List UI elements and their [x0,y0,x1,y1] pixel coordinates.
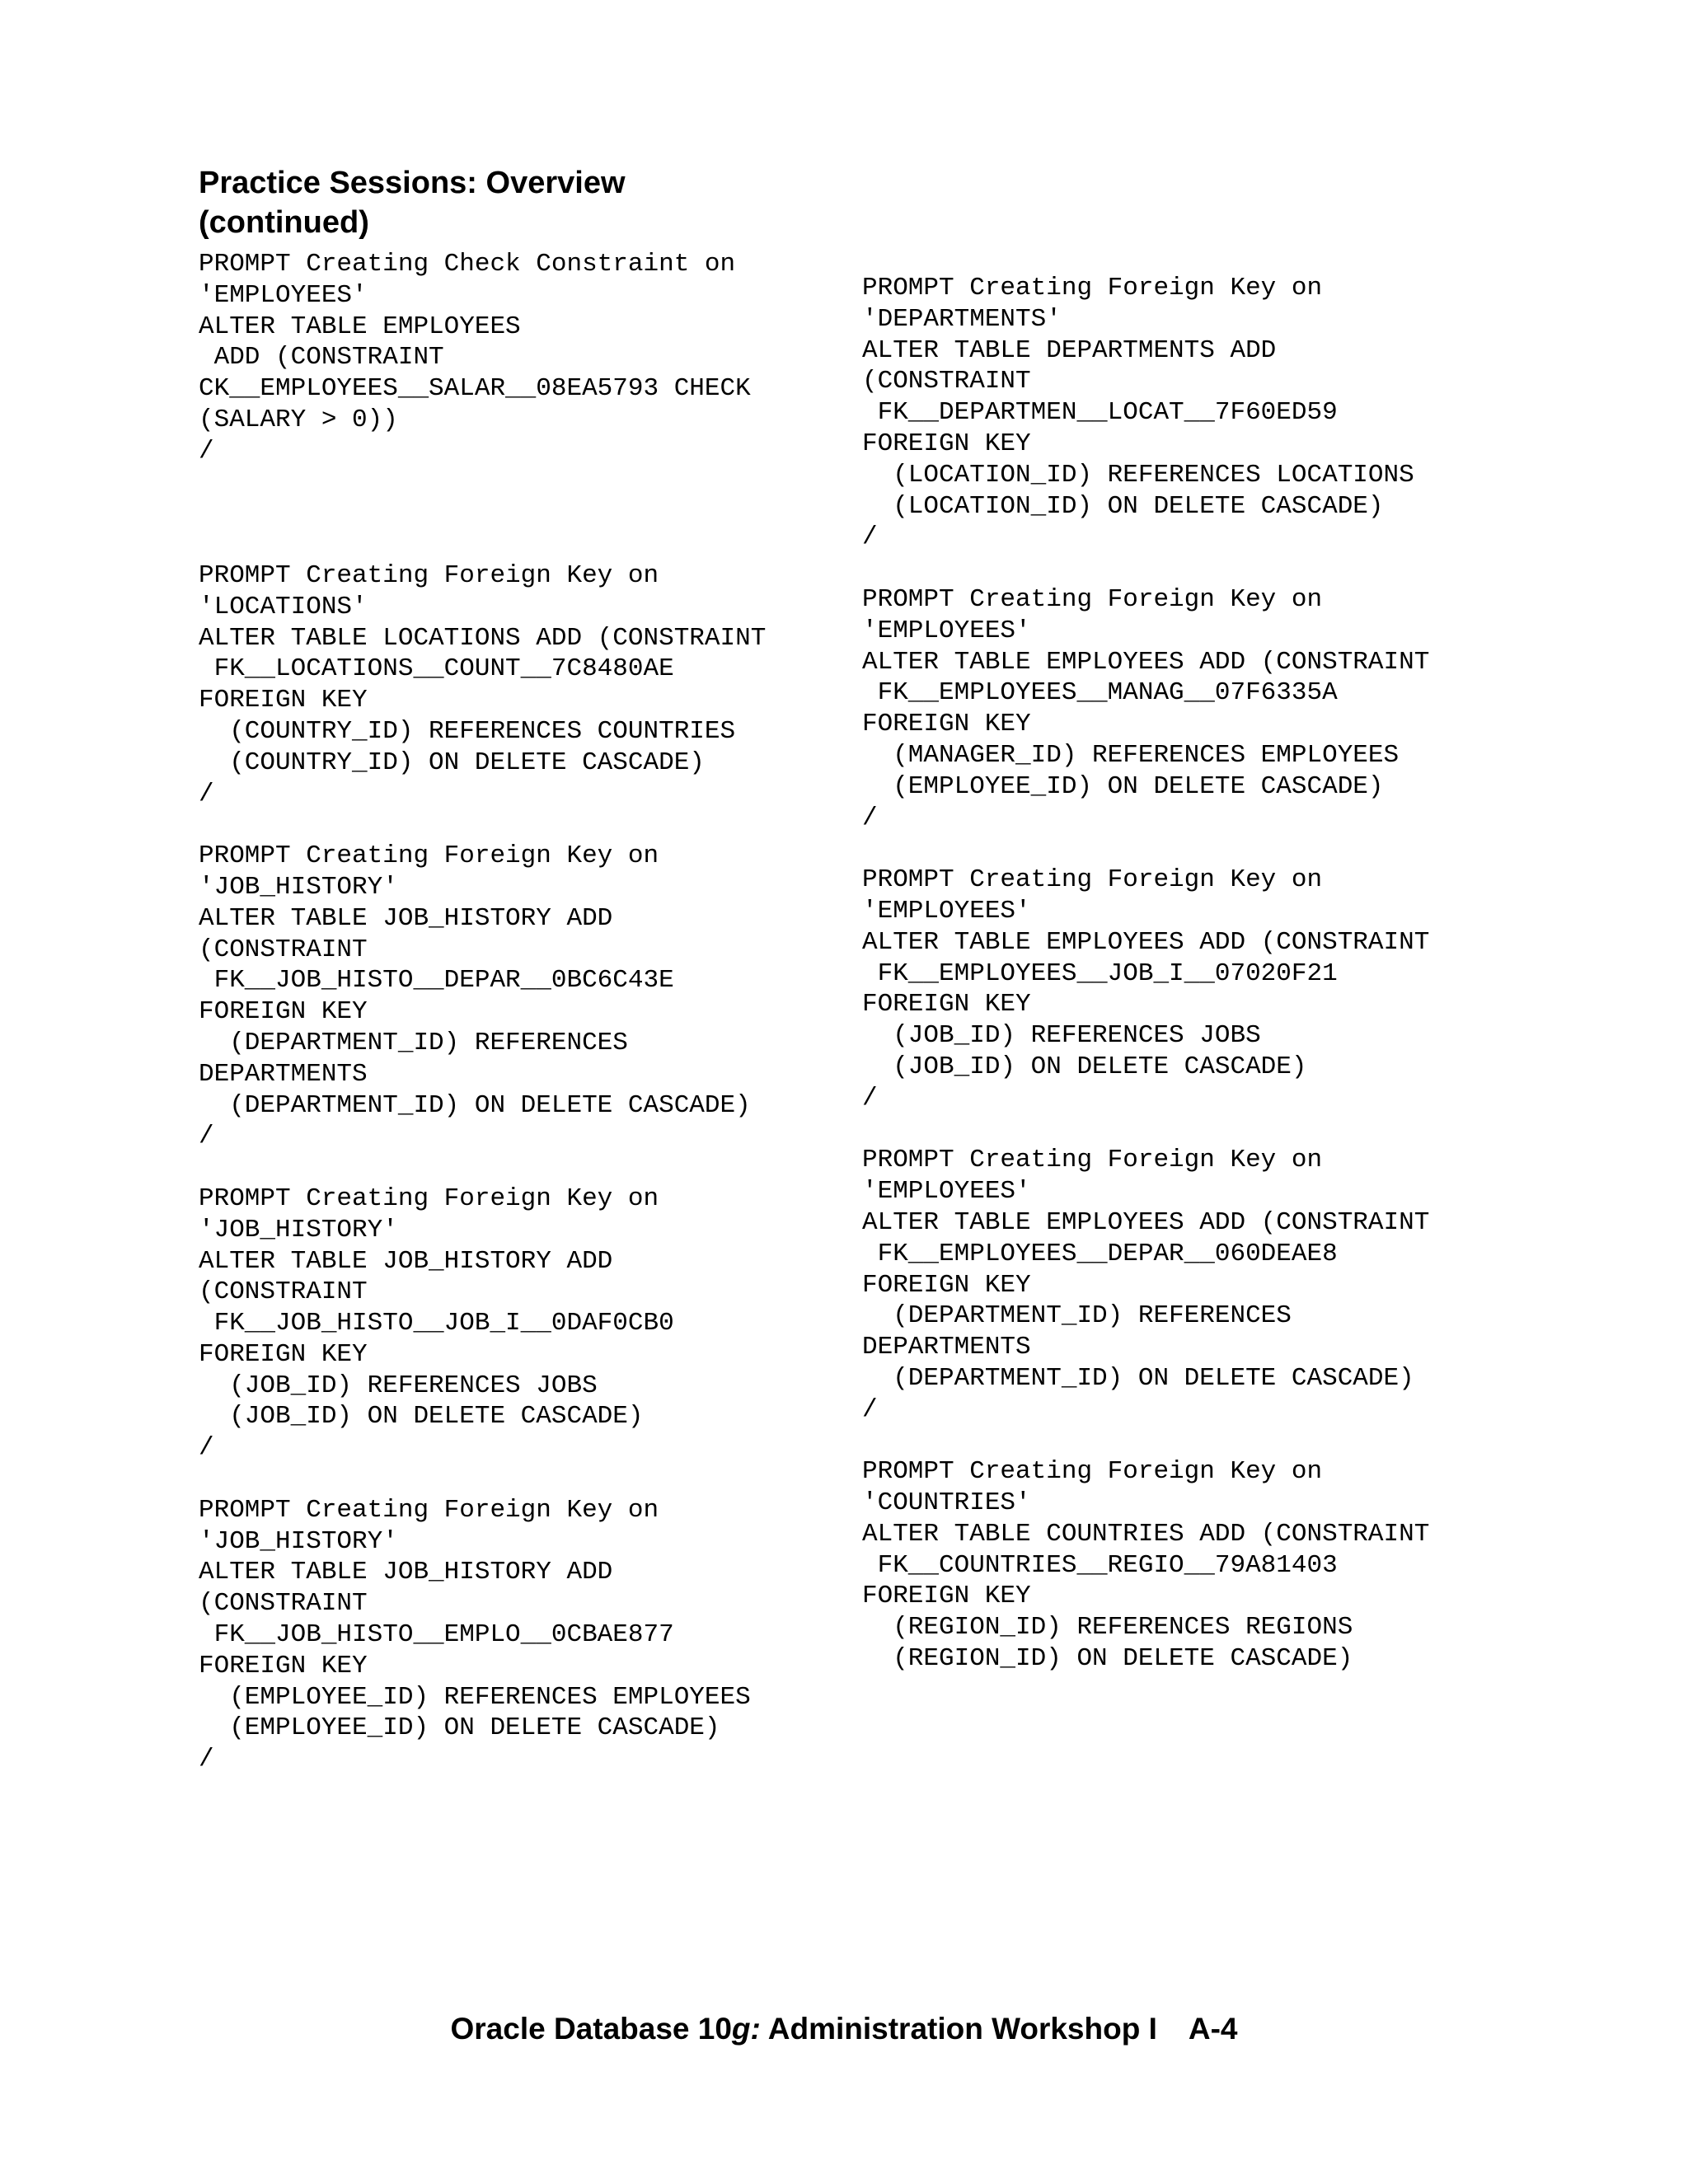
code-line: ALTER TABLE EMPLOYEES ADD (CONSTRAINT [862,647,1430,677]
code-line: ALTER TABLE COUNTRIES ADD (CONSTRAINT [862,1519,1430,1549]
block-spacer [199,1152,766,1183]
code-line: PROMPT Creating Foreign Key on [862,1146,1323,1175]
code-line: FOREIGN KEY [199,997,368,1027]
code-line: 'EMPLOYEES' [862,1177,1031,1207]
code-line: / [862,1394,878,1424]
code-line: 'JOB_HISTORY' [199,872,398,902]
right-code-column [862,273,1429,1675]
code-line: FOREIGN KEY [862,990,1031,1019]
sql-statement-block [199,1183,766,1464]
sql-statement-block [862,273,1429,553]
code-line: ALTER TABLE EMPLOYEES ADD (CONSTRAINT [862,1207,1430,1237]
code-line: FOREIGN KEY [199,686,368,715]
code-line: (DEPARTMENT_ID) REFERENCES [862,1301,1292,1331]
code-line: / [199,1433,214,1463]
code-line: (COUNTRY_ID) ON DELETE CASCADE) [199,748,705,777]
block-spacer [199,809,766,841]
page-footer [0,2011,1688,2047]
code-line: FK__JOB_HISTO__EMPLO__0CBAE877 [199,1620,674,1650]
code-line: ALTER TABLE EMPLOYEES ADD (CONSTRAINT [862,927,1430,957]
code-line: PROMPT Creating Foreign Key on [862,274,1323,302]
code-line: ALTER TABLE EMPLOYEES [199,312,521,341]
code-line: FOREIGN KEY [862,1270,1031,1300]
code-line: ADD (CONSTRAINT [199,343,444,373]
code-line: PROMPT Creating Foreign Key on [199,1495,659,1525]
page-heading [199,163,825,242]
block-spacer [862,553,1429,584]
code-line: (CONSTRAINT [199,1589,368,1619]
sql-statement-block [199,1495,766,1775]
code-line: CK__EMPLOYEES__SALAR__08EA5793 CHECK [199,374,751,404]
code-line: (JOB_ID) REFERENCES JOBS [862,1021,1261,1051]
code-line: PROMPT Creating Foreign Key on [199,560,659,590]
code-line: (LOCATION_ID) ON DELETE CASCADE) [862,491,1384,521]
heading-line-1: Practice Sessions: Overview [199,166,626,200]
code-line: (DEPARTMENT_ID) ON DELETE CASCADE) [199,1090,751,1120]
code-line: PROMPT Creating Foreign Key on [199,841,659,871]
code-line: / [199,436,214,466]
code-line: FK__JOB_HISTO__JOB_I__0DAF0CB0 [199,1309,674,1338]
block-spacer [862,1114,1429,1146]
code-line: FK__EMPLOYEES__MANAG__07F6335A [862,678,1338,708]
code-line: ALTER TABLE JOB_HISTORY ADD [199,1558,613,1587]
code-line: 'LOCATIONS' [199,592,368,621]
code-line: 'DEPARTMENTS' [862,304,1062,334]
footer-page-number: A-4 [1188,2012,1238,2046]
sql-statement-block [862,865,1429,1113]
sql-statement-block [199,841,766,1152]
code-line: PROMPT Creating Foreign Key on [862,1457,1323,1487]
block-spacer [199,467,766,560]
code-line: 'EMPLOYEES' [862,616,1031,645]
code-line: (EMPLOYEE_ID) ON DELETE CASCADE) [199,1713,720,1743]
code-line: FOREIGN KEY [199,1339,368,1369]
code-line: DEPARTMENTS [199,1059,368,1089]
footer-title-after: Administration Workshop I [760,2012,1157,2046]
code-line: FK__LOCATIONS__COUNT__7C8480AE [199,654,674,684]
code-line: FK__EMPLOYEES__DEPAR__060DEAE8 [862,1239,1338,1268]
sql-statement-block [862,1456,1429,1675]
sql-statement-block [862,1145,1429,1425]
code-line: PROMPT Creating Foreign Key on [862,865,1323,895]
code-line: (REGION_ID) ON DELETE CASCADE) [862,1644,1353,1674]
heading-line-2: (continued) [199,205,369,240]
sql-statement-block [199,560,766,809]
code-line: (JOB_ID) ON DELETE CASCADE) [862,1052,1307,1081]
code-line: / [199,779,214,808]
code-line: 'EMPLOYEES' [199,280,368,310]
code-line: / [862,523,878,552]
code-line: (REGION_ID) REFERENCES REGIONS [862,1613,1353,1643]
code-line: ALTER TABLE LOCATIONS ADD (CONSTRAINT [199,623,767,653]
code-line: PROMPT Creating Check Constraint on [199,250,736,279]
block-spacer [862,833,1429,865]
code-line: (EMPLOYEE_ID) REFERENCES EMPLOYEES [199,1682,751,1712]
code-line: (JOB_ID) ON DELETE CASCADE) [199,1402,644,1432]
code-line: FOREIGN KEY [199,1651,368,1680]
code-line: / [199,1745,214,1774]
code-line: (SALARY > 0)) [199,405,398,434]
code-line: (EMPLOYEE_ID) ON DELETE CASCADE) [862,771,1384,801]
code-line: (COUNTRY_ID) REFERENCES COUNTRIES [199,716,736,746]
code-line: FOREIGN KEY [862,710,1031,739]
code-line: ALTER TABLE JOB_HISTORY ADD [199,903,613,933]
footer-title-italic: g: [731,2012,761,2046]
code-line: / [199,1122,214,1151]
code-line: (MANAGER_ID) REFERENCES EMPLOYEES [862,740,1400,770]
code-line: FOREIGN KEY [862,429,1031,458]
code-line: PROMPT Creating Foreign Key on [199,1183,659,1213]
code-line: / [862,1083,878,1113]
left-code-column [199,249,766,1775]
code-line: 'JOB_HISTORY' [199,1215,398,1244]
code-line: ALTER TABLE DEPARTMENTS ADD [862,335,1277,365]
code-line: DEPARTMENTS [862,1333,1031,1362]
block-spacer [199,1464,766,1495]
code-line: (LOCATION_ID) REFERENCES LOCATIONS [862,460,1414,490]
code-line: (CONSTRAINT [199,935,368,964]
code-line: 'EMPLOYEES' [862,896,1031,926]
code-line: 'COUNTRIES' [862,1488,1031,1518]
code-line: FK__EMPLOYEES__JOB_I__07020F21 [862,958,1338,988]
code-line: / [862,803,878,832]
code-line: FK__COUNTRIES__REGIO__79A81403 [862,1550,1338,1580]
code-line: PROMPT Creating Foreign Key on [862,584,1323,614]
code-line: 'JOB_HISTORY' [199,1526,398,1556]
sql-statement-block [862,584,1429,833]
footer-title-before: Oracle Database 10 [450,2012,732,2046]
code-line: (JOB_ID) REFERENCES JOBS [199,1371,598,1400]
code-line: ALTER TABLE JOB_HISTORY ADD [199,1246,613,1276]
code-line: (CONSTRAINT [862,367,1031,396]
code-line: FK__JOB_HISTO__DEPAR__0BC6C43E [199,966,674,996]
code-line: (DEPARTMENT_ID) REFERENCES [199,1028,628,1057]
code-line: (CONSTRAINT [199,1277,368,1307]
code-line: FK__DEPARTMEN__LOCAT__7F60ED59 [862,398,1338,428]
sql-statement-block [199,249,766,467]
code-line: FOREIGN KEY [862,1582,1031,1611]
code-line: (DEPARTMENT_ID) ON DELETE CASCADE) [862,1363,1414,1393]
block-spacer [862,1425,1429,1456]
